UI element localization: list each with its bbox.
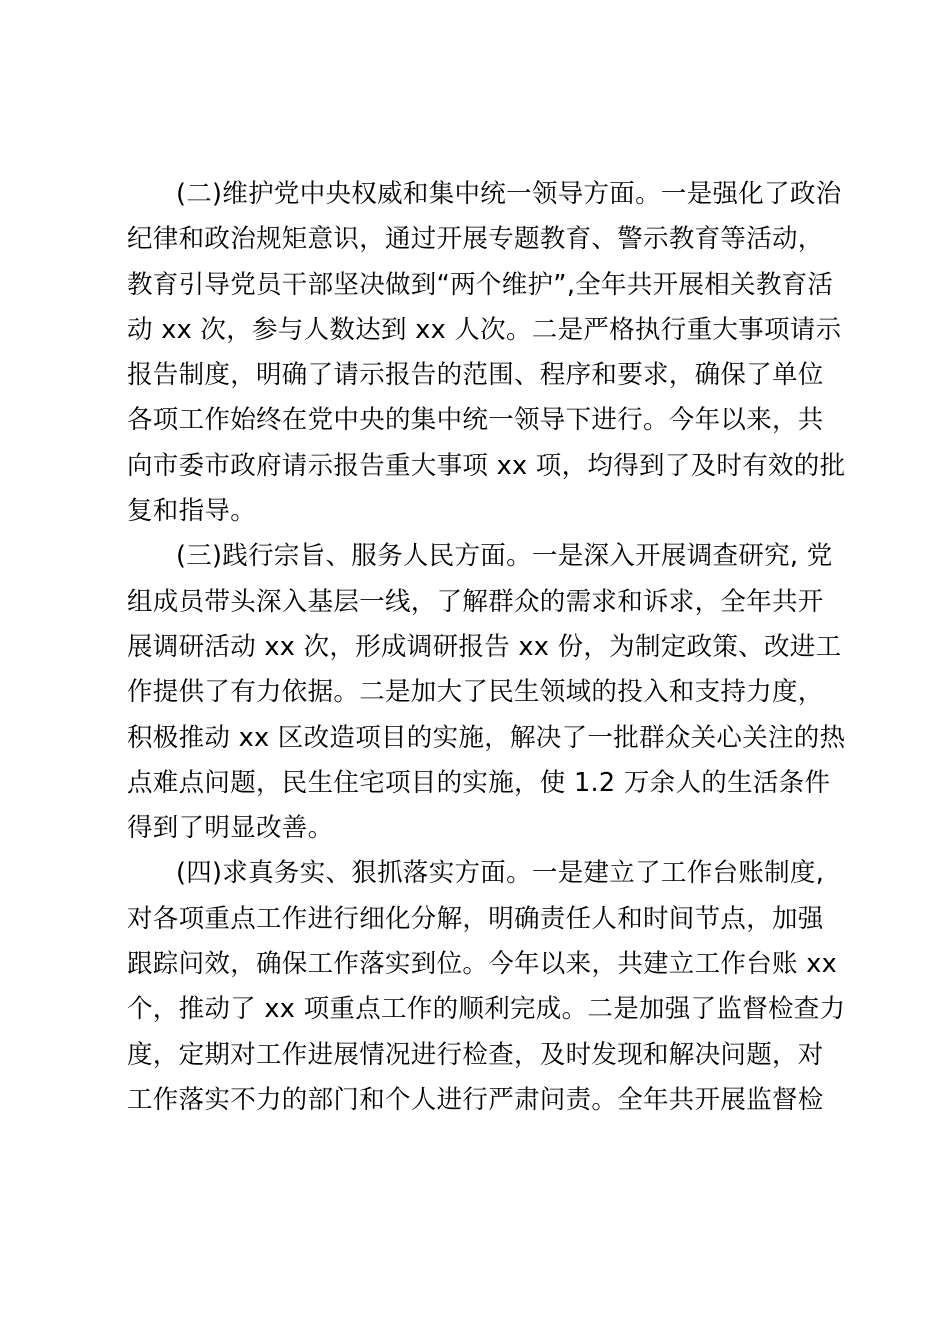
paragraph-line: 积极推动 xx 区改造项目的实施，解决了一批群众关心关注的热	[127, 722, 846, 753]
paragraph-line: 对各项重点工作进行细化分解，明确责任人和时间节点，加强	[127, 903, 824, 934]
paragraph-4	[127, 851, 846, 1123]
paragraph-line: 个，推动了 xx 项重点工作的顺利完成。二是加强了监督检查力	[127, 994, 846, 1025]
paragraph-line: 度，定期对工作进展情况进行检查，及时发现和解决问题，对	[127, 1039, 824, 1070]
paragraph-2	[127, 172, 846, 534]
paragraph-line: (四)求真务实、狠抓落实方面。一是建立了工作台账制度,	[176, 858, 825, 889]
paragraph-line: 组成员带头深入基层一线，了解群众的需求和诉求，全年共开	[127, 586, 824, 617]
paragraph-line: 各项工作始终在党中央的集中统一领导下进行。今年以来，共	[127, 405, 824, 436]
document-body	[127, 172, 846, 1123]
paragraph-line: 纪律和政治规矩意识，通过开展专题教育、警示教育等活动，	[127, 224, 824, 255]
paragraph-line: 向市委市政府请示报告重大事项 xx 项，均得到了及时有效的批	[127, 450, 846, 481]
paragraph-3	[127, 534, 846, 851]
paragraph-line: 跟踪问效，确保工作落实到位。今年以来，共建立工作台账 xx	[127, 949, 837, 980]
paragraph-line: 作提供了有力依据。二是加大了民生领域的投入和支持力度，	[127, 677, 824, 708]
paragraph-line: 工作落实不力的部门和个人进行严肃问责。全年共开展监督检	[127, 1084, 824, 1115]
paragraph-line: 得到了明显改善。	[127, 813, 334, 844]
paragraph-line: 展调研活动 xx 次，形成调研报告 xx 份，为制定政策、改进工	[127, 631, 842, 662]
paragraph-line: 动 xx 次，参与人数达到 xx 人次。二是严格执行重大事项请示	[127, 314, 842, 345]
paragraph-line: 教育引导党员干部坚决做到“两个维护”,全年共开展相关教育活	[127, 269, 834, 300]
paragraph-line: 报告制度，明确了请示报告的范围、程序和要求，确保了单位	[127, 360, 824, 391]
paragraph-line: 点难点问题，民生住宅项目的实施，使 1.2 万余人的生活条件	[127, 767, 831, 798]
paragraph-line: (二)维护党中央权威和集中统一领导方面。一是强化了政治	[176, 179, 842, 209]
paragraph-line: 复和指导。	[127, 496, 257, 527]
paragraph-line: (三)践行宗旨、服务人民方面。一是深入开展调查研究, 党	[176, 541, 833, 572]
